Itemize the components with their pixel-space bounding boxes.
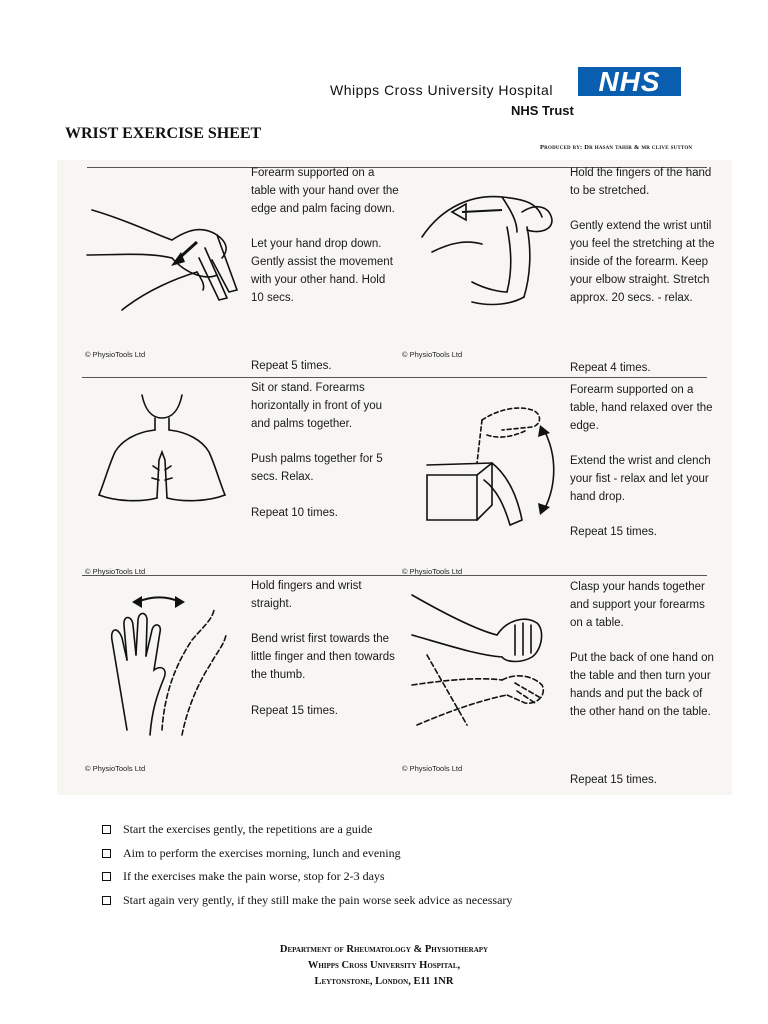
exercise-2-text [570, 165, 720, 325]
wrist-extension-fist-illustration [422, 385, 562, 535]
list-item [102, 865, 512, 889]
guidance-text: Start the exercises gently, the repetitions are a guide [123, 822, 373, 837]
exercise-5-text [251, 578, 401, 738]
exercise-2-step-1: Hold the fingers of the hand to be stretched. [570, 167, 712, 197]
exercise-2-credit: © PhysioTools Ltd [402, 350, 463, 359]
exercise-4-text [570, 382, 720, 560]
row-divider-2 [82, 575, 707, 576]
exercise-1-credit: © PhysioTools Ltd [85, 350, 146, 359]
checkbox-icon [102, 849, 111, 858]
exercise-4-credit: © PhysioTools Ltd [402, 567, 463, 576]
trust-name: NHS Trust [511, 103, 574, 118]
checkbox-icon [102, 872, 111, 881]
exercise-1-text [251, 165, 401, 325]
exercise-6-repeat: Repeat 15 times. [570, 774, 657, 786]
exercise-1-step-1: Forearm supported on a table with your hand over the edge and palm facing down. [251, 167, 399, 215]
exercise-6-step-1: Clasp your hands together and support your forearms on a table. [570, 581, 705, 629]
footer-location: Leytonstone, London, E11 1NR [314, 976, 454, 987]
list-item [102, 818, 512, 842]
footer-hospital: Whipps Cross University Hospital, [307, 960, 461, 971]
exercise-3-credit: © PhysioTools Ltd [85, 567, 146, 576]
exercise-6-step-2: Put the back of one hand on the table and then turn your hands and put the back of the other hand on the table. [570, 652, 714, 718]
exercise-4-step-1: Forearm supported on a table, hand relaxed over the edge. [570, 384, 713, 432]
row-divider-1 [82, 377, 707, 378]
exercise-sheet [57, 160, 732, 795]
exercise-5-repeat: Repeat 15 times. [251, 704, 338, 717]
exercise-5-credit: © PhysioTools Ltd [85, 764, 146, 773]
checkbox-icon [102, 896, 111, 905]
exercise-2-repeat: Repeat 4 times. [570, 362, 651, 374]
produced-by: Produced by: Dr hasan tahir & mr clive sutton [540, 144, 693, 151]
clasped-hands-illustration [407, 585, 557, 755]
guidance-text: Start again very gently, if they still make the pain worse seek advice as necessary [123, 892, 513, 907]
exercise-1-repeat: Repeat 5 times. [251, 360, 332, 372]
exercise-1-step-2: Let your hand drop down. Gently assist the movement with your other hand. Hold 10 secs. [251, 238, 393, 304]
wrist-extension-stretch-illustration [412, 172, 562, 342]
page-title: WRIST EXERCISE SHEET [65, 125, 262, 142]
exercise-5-step-2: Bend wrist first towards the little finger and then towards the thumb. [251, 633, 395, 681]
exercise-3-step-1: Sit or stand. Forearms horizontally in front of you and palms together. [251, 382, 383, 430]
exercise-5-step-1: Hold fingers and wrist straight. [251, 580, 362, 610]
exercise-3-repeat: Repeat 10 times. [251, 506, 338, 519]
exercise-2-step-2: Gently extend the wrist until you feel the stretching at the inside of the forearm. Keep your elbow straight. Stretch approx. 20 secs. - relax. [570, 220, 715, 304]
footer-address [0, 942, 768, 990]
radial-ulnar-deviation-illustration [102, 590, 232, 740]
nhs-logo: NHS [578, 67, 681, 96]
exercise-4-repeat: Repeat 15 times. [570, 526, 657, 539]
exercise-3-text [251, 380, 401, 540]
guidance-list [102, 818, 512, 912]
exercise-3-step-2: Push palms together for 5 secs. Relax. [251, 453, 383, 483]
exercise-4-step-2: Extend the wrist and clench your fist - relax and let your hand drop. [570, 455, 711, 503]
list-item [102, 889, 512, 913]
palms-together-illustration [87, 390, 237, 520]
exercise-6-credit: © PhysioTools Ltd [402, 764, 463, 773]
checkbox-icon [102, 825, 111, 834]
guidance-text: Aim to perform the exercises morning, lunch and evening [123, 845, 401, 860]
exercise-6-text [570, 579, 720, 739]
guidance-text: If the exercises make the pain worse, stop for 2-3 days [123, 869, 385, 884]
list-item [102, 842, 512, 866]
hospital-name: Whipps Cross University Hospital [330, 82, 553, 98]
wrist-flexion-illustration [77, 180, 247, 320]
footer-department: Department of Rheumatology & Physiotherapy [279, 944, 489, 955]
